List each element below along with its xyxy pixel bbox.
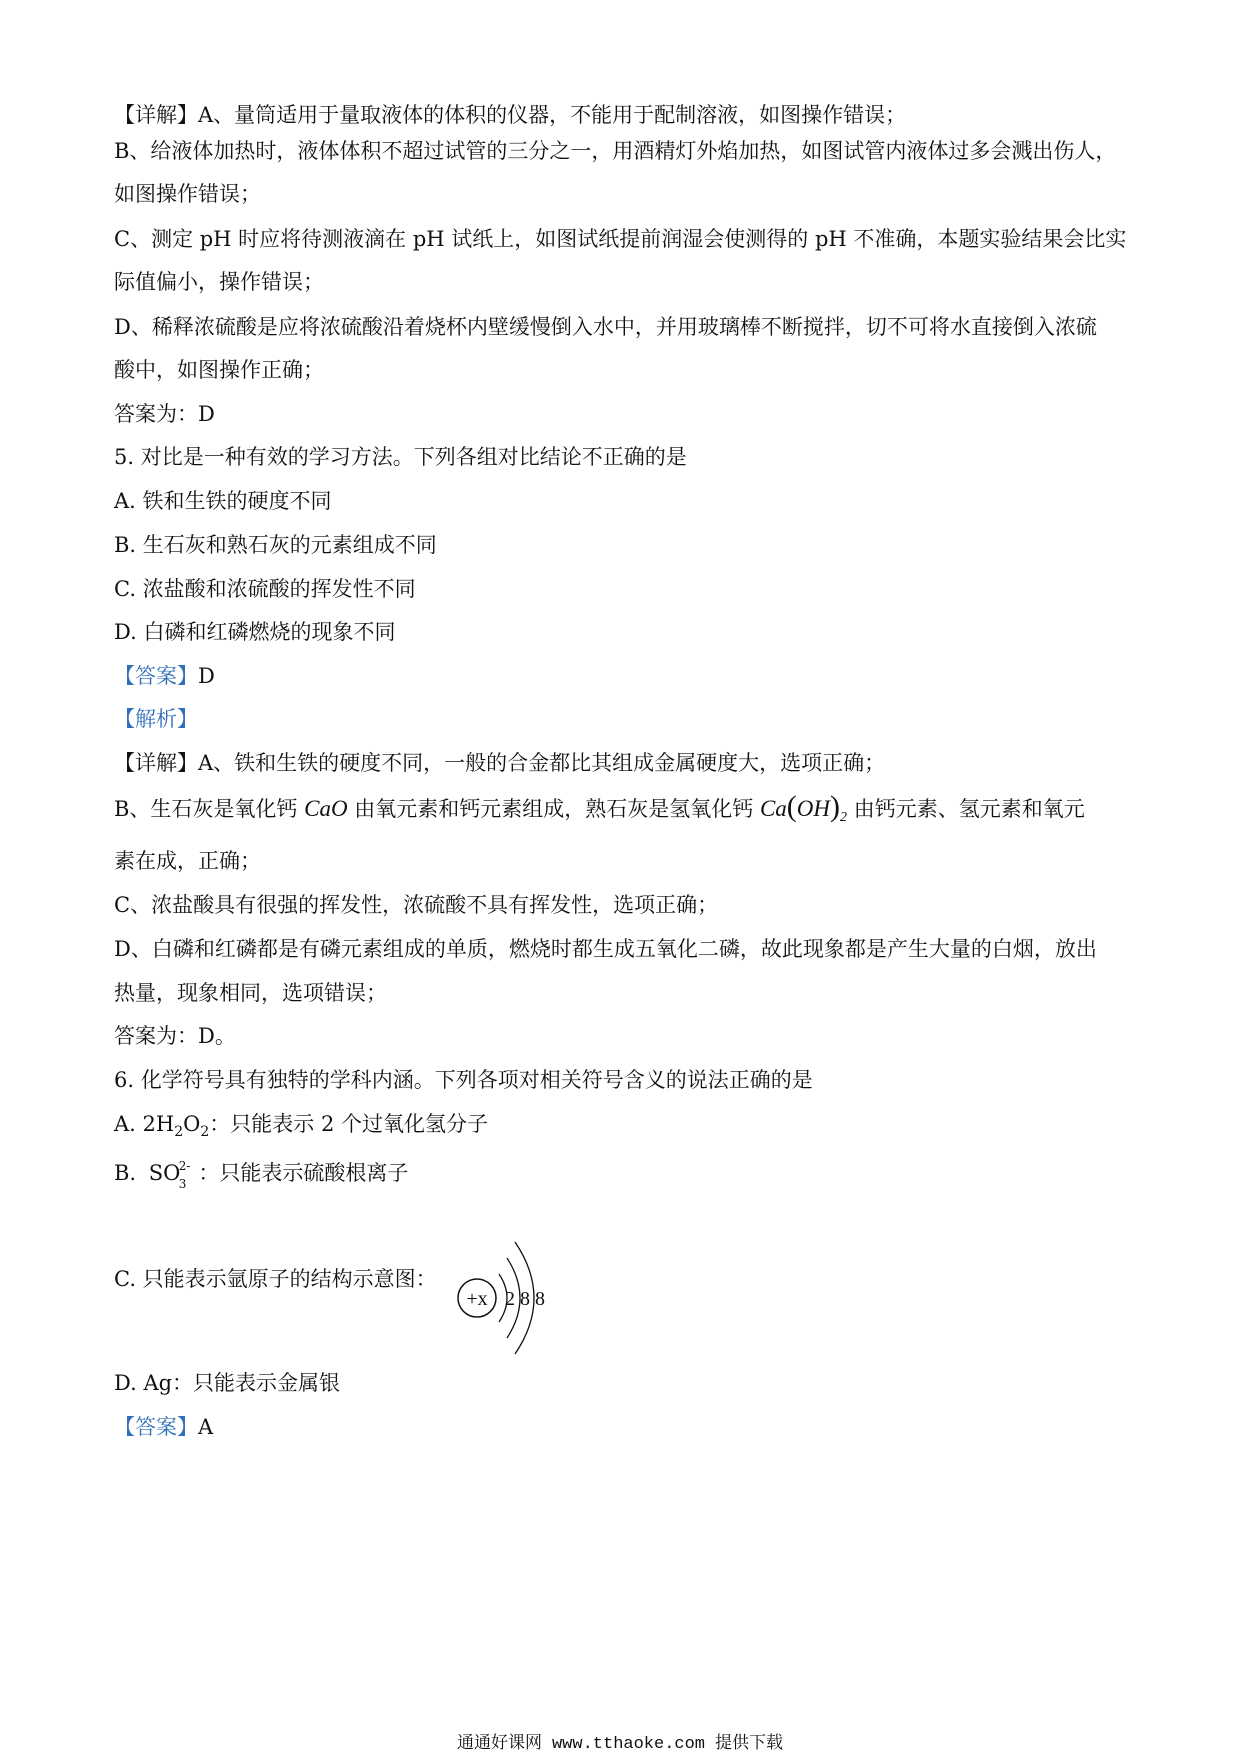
analysis-label: 【解析】	[114, 707, 198, 731]
ion-charge: 2-	[178, 1159, 191, 1173]
ion-so: SO	[148, 1161, 181, 1185]
q6-option-c: C. 只能表示氩原子的结构示意图：	[114, 1267, 437, 1291]
detail-b-text-1: B、生石灰是氧化钙	[114, 797, 298, 821]
question-6: 6. 化学符号具有独特的学科内涵。下列各项对相关符号含义的说法正确的是	[114, 1068, 813, 1092]
formula-oh: OH	[796, 796, 831, 821]
q6-option-d: D. Ag：只能表示金属银	[114, 1371, 341, 1395]
q6a-subscript-1: 2	[174, 1124, 184, 1140]
q5-option-b: B. 生石灰和熟石灰的元素组成不同	[114, 533, 437, 557]
answer-5-final: 答案为：D。	[114, 1024, 236, 1048]
answer-value: A	[198, 1415, 214, 1439]
answer-value: D	[198, 664, 215, 688]
detail-line-d: D、白磷和红磷都是有磷元素组成的单质，燃烧时都生成五氧化二磷，故此现象都是产生大量的白烟，放出	[114, 937, 1097, 961]
detail-line-b	[114, 792, 1085, 833]
detail-b-text-3: 由钙元素、氢元素和氧元	[853, 797, 1085, 821]
explanation-line-a: 【详解】A、量筒适用于量取液体的体积的仪器，不能用于配制溶液，如图操作错误；	[114, 103, 907, 127]
explanation-line-c: C、测定 pH 时应将待测液滴在 pH 试纸上，如图试纸提前润湿会使测得的 pH 不准确，本题实验结果会比实	[114, 227, 1127, 251]
detail-line-b-cont: 素在成，正确；	[114, 849, 261, 873]
explanation-line-b: B、给液体加热时，液体体积不超过试管的三分之一，用酒精灯外焰加热，如图试管内液体过多会溅出伤人，	[114, 139, 1117, 163]
explanation-line-d: D、稀释浓硫酸是应将浓硫酸沿着烧杯内壁缓慢倒入水中，并用玻璃棒不断搅拌，切不可将水直接倒入浓硫	[114, 315, 1097, 339]
footer-download: 提供下载	[715, 1733, 784, 1753]
q6a-prefix: A. 2H	[114, 1112, 175, 1136]
page-footer	[0, 1728, 1240, 1754]
q6-option-b	[114, 1158, 409, 1191]
formula-ca: Ca	[759, 796, 787, 821]
detail-line-c: C、浓盐酸具有很强的挥发性，浓硫酸不具有挥发性，选项正确；	[114, 893, 719, 917]
q5-option-d: D. 白磷和红磷燃烧的现象不同	[114, 620, 396, 644]
footer-brand: 通通好课网	[456, 1733, 542, 1753]
q6a-oxygen: O	[183, 1112, 201, 1136]
q6a-text: ：只能表示 2 个过氧化氢分子	[209, 1112, 488, 1136]
q6b-text: ：只能表示硫酸根离子	[198, 1161, 409, 1185]
answer-label: 【答案】	[114, 1415, 198, 1439]
q5-option-c: C. 浓盐酸和浓硫酸的挥发性不同	[114, 577, 416, 601]
atom-structure-diagram	[455, 1228, 575, 1368]
answer-4: 答案为：D	[114, 402, 215, 426]
formula-cao: CaO	[304, 796, 348, 821]
explanation-line-d-cont: 酸中，如图操作正确；	[114, 358, 324, 382]
electron-counts: 2 8 8	[505, 1288, 545, 1310]
answer-6	[114, 1412, 213, 1442]
q6a-subscript-2: 2	[200, 1124, 210, 1140]
explanation-line-b-cont: 如图操作错误；	[114, 182, 261, 206]
question-5: 5. 对比是一种有效的学习方法。下列各组对比结论不正确的是	[114, 445, 687, 469]
answer-label: 【答案】	[114, 664, 198, 688]
q5-option-a: A. 铁和生铁的硬度不同	[114, 489, 332, 513]
detail-b-text-2: 由氧元素和钙元素组成，熟石灰是氢氧化钙	[354, 797, 754, 821]
nucleus-label: +x	[466, 1288, 488, 1310]
formula-subscript: 2	[840, 810, 848, 825]
answer-5	[114, 661, 215, 691]
q6-option-a	[114, 1109, 488, 1147]
explanation-line-c-cont: 际值偏小，操作错误；	[114, 270, 324, 294]
sulfite-ion-formula	[148, 1158, 191, 1191]
q6b-prefix: B.	[114, 1161, 137, 1185]
ion-subscript: 3	[178, 1177, 187, 1191]
detail-line-d-cont: 热量，现象相同，选项错误；	[114, 981, 387, 1005]
detail-line-a: 【详解】A、铁和生铁的硬度不同，一般的合金都比其组成金属硬度大，选项正确；	[114, 751, 886, 775]
formula-caoh2: $Ca(OH)_2$	[759, 790, 848, 825]
footer-website[interactable]: www.tthaoke.com	[551, 1735, 706, 1754]
